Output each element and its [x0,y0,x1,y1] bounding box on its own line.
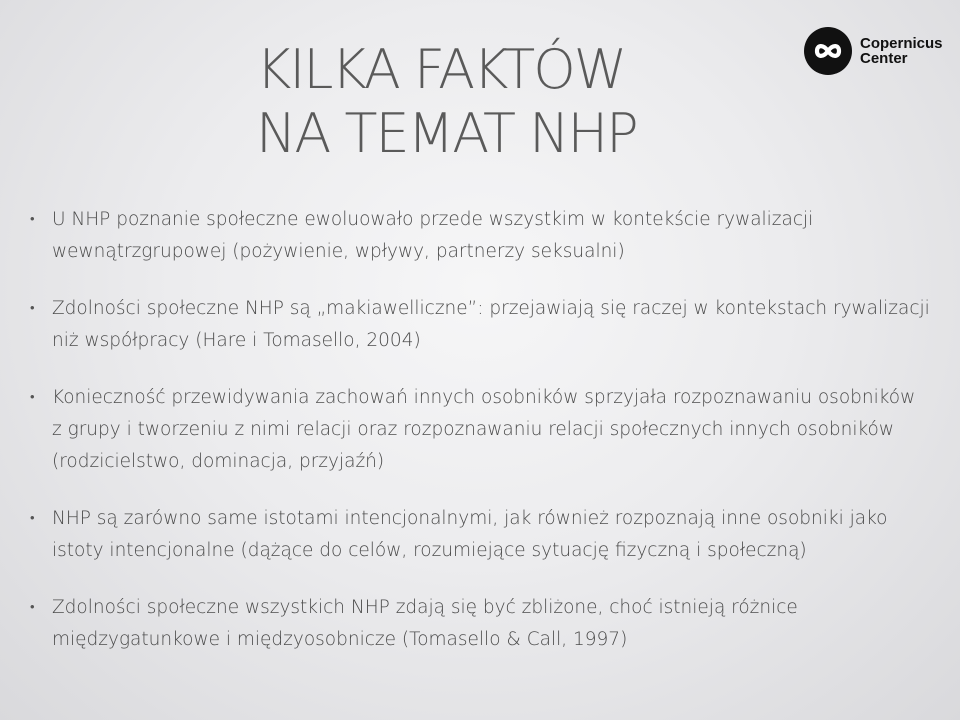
slide-title-line-1: KILKA FAKTÓW [256,38,626,101]
bullet-dot-icon: • [30,600,35,615]
bullet-text: Zdolności społeczne wszystkich NHP zdają się być zbliżone, choć istnieją różnice międzygatunkowe i międzyosobnicze (Tomasello & Call, 1997) [52,597,798,650]
bullet-dot-icon: • [30,301,35,316]
bullet-text: Konieczność przewidywania zachowań innych osobników sprzyjała rozpoznawaniu osobników z grupy i tworzeniu z nimi relacji oraz rozpoznawaniu relacji społecznych innych osobników (rodzicielstwo, dominacja, przyjaźń) [52,387,916,472]
bullet-item [30,204,930,268]
bullet-text: Zdolności społeczne NHP są „makiawelliczne”: przejawiają się raczej w kontekstach rywalizacji niż współpracy (Hare i Tomasello, 2004) [52,298,930,351]
copernicus-center-logo [804,27,944,75]
bullet-dot-icon: • [30,390,35,405]
slide-title-line-2: NA TEMAT NHP [256,102,637,165]
bullet-item [30,503,930,567]
bullet-list [30,204,930,681]
bullet-item [30,592,930,656]
bullet-dot-icon: • [30,212,35,227]
bullet-text: NHP są zarówno same istotami intencjonalnymi, jak również rozpoznają inne osobniki jako istoty intencjonalne (dążące do celów, rozumiejące sytuację fizyczną i społeczną) [52,508,888,561]
logo-wordmark [860,36,943,66]
bullet-item [30,293,930,357]
logo-text-line-1: Copernicus [860,35,943,52]
slide-title [256,38,776,166]
bullet-text: U NHP poznanie społeczne ewoluowało przede wszystkim w kontekście rywalizacji wewnątrzgrupowej (pożywienie, wpływy, partnerzy seksualni) [52,209,814,262]
bullet-dot-icon: • [30,511,35,526]
copernicus-infinity-logo-icon [804,27,852,75]
logo-text-line-2: Center [860,50,908,67]
bullet-item [30,382,930,478]
